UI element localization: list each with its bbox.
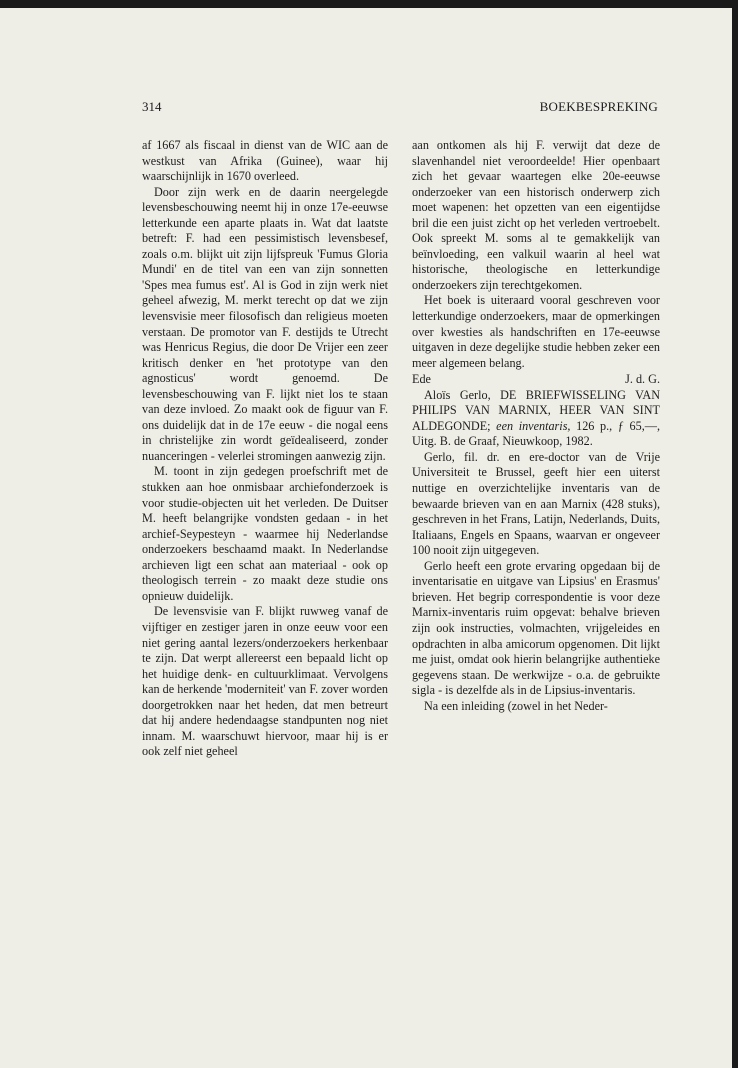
book-page — [0, 8, 732, 1068]
paragraph: af 1667 als fiscaal in dienst van de WIC aan de westkust van Afrika (Guinee), waar hij waarschijnlijk in 1670 overleed. — [142, 138, 388, 184]
bibliographic-entry — [412, 388, 660, 450]
entry-details: 126 p., ƒ 65,—, Uitg. B. de Graaf, Nieuwkoop, 1982. — [412, 418, 661, 449]
left-column — [142, 138, 388, 760]
paragraph: Gerlo, fil. dr. en ere-doctor van de Vrije Universiteit te Brussel, geeft hier een uiterst nuttige en overzichtelijke inventaris van de bewaarde brieven van en aan Marnix (428 stuks), geschreven in het Frans, Latijn, Nederlands, Duits, Italiaans, Engels en Spaans, waarvan er ongeveer 100 nooit zijn uitgegeven. — [412, 449, 660, 558]
reviewer-initials: J. d. G. — [625, 372, 660, 387]
paragraph: Na een inleiding (zowel in het Neder- — [424, 698, 608, 713]
paragraph: Door zijn werk en de daarin neergelegde levensbeschouwing neemt hij in onze 17e-eeuwse letterkunde een aparte plaats in. Wat dat laatste betreft: F. had een pessimistisch levensbesef, zoals o.m. blijkt uit zijn lijfspreuk 'Fumus Gloria Mundi' en de titel van een van zijn sonnetten 'Spes mea fumus est'. Al is God in zijn werk niet geheel afwezig, M. merkt terecht op dat we zijn levensvisie meer filosofisch dan religieus moeten verstaan. De promotor van F. destijds te Utrecht was Henricus Regius, die door De Vrijer een zeer kritisch denker en 'het prototype van den agnosticus' wordt genoemd. De levensbeschouwing van F. lijkt niet los te staan van deze invloed. Zo maakt ook de figuur van F. ons duidelijk dat in de 17e eeuw - die nogal eens in christelijke zin wordt geïdealiseerd, zonder nuanceringen - velerlei stromingen aanwezig zijn. — [142, 184, 388, 463]
review-signature-line — [412, 372, 660, 388]
paragraph: Het boek is uiteraard vooral geschreven voor letterkundige onderzoekers, maar de opmerkingen over kwesties als handschriften en 17e-eeuwse uitgaven in deze degelijke studie hebben zeker een meer algemeen belang. — [412, 293, 660, 370]
paragraph: aan ontkomen als hij F. verwijt dat deze de slavenhandel niet veroordeelde! Hier openbaart zich het gevaar waartegen elke 20e-eeuwse onderzoeker van een historisch onderwerp zich moet wapenen: het opzetten van een eigentijdse bril die een juist zicht op het verleden vertroebelt. Ook spreekt M. soms al te gemakkelijk van beïnvloeding, een valkuil waarin al heel wat historische, theologische en letterkundige onderzoekers zijn terechtgekomen. — [412, 138, 660, 292]
paragraph: De levensvisie van F. blijkt ruwweg vanaf de vijftiger en zestiger jaren in onze eeuw voor een niet gering aantal lezers/onderzoekers herkenbaar te zijn. Dat werpt allereerst een bepaald licht op het huidige denk- en cultuurklimaat. Vervolgens kan de herkende 'moderniteit' van F. zover worden doorgetrokken naar het heden, dat men betreurt dat hij andere hedendaagse standpunten nog niet innam. M. waarschuwt hiervoor, maar hij is er ook zelf niet geheel — [142, 604, 388, 759]
entry-title: Aloïs Gerlo, DE BRIEFWISSELING VAN PHILIPS VAN MARNIX, HEER VAN SINT ALDEGONDE; — [412, 387, 660, 433]
place-name: Ede — [412, 372, 431, 387]
paragraph: Gerlo heeft een grote ervaring opgedaan bij de inventarisatie en uitgave van Lipsius' en Erasmus' brieven. Het begrip correspondentie is voor deze Marnix-inventaris ruim opgevat: behalve brieven zijn ook instructies, volmachten, vrijgeleides en opdrachten in alba amicorum opgenomen. Dit lijkt me juist, omdat ook hierin belangrijke authentieke gegevens staan. De werkwijze - o.a. de gebruikte sigla - is dezelfde als in de Lipsius-inventaris. — [412, 558, 660, 698]
right-column — [412, 138, 660, 714]
entry-subtitle: een inventaris, — [496, 418, 571, 433]
paragraph: M. toont in zijn gedegen proefschrift met de stukken aan hoe onmisbaar archiefonderzoek is voor studie-objecten uit het verleden. De Duitser M. heeft belangrijke vondsten gedaan - in het archief-Seypesteyn - waarmee hij Nederlandse onderzoekers beschaamd maakt. In Nederlandse archieven ligt een schat aan materiaal - ook op theologisch terrein - zo maakt deze studie ons opnieuw duidelijk. — [142, 464, 388, 603]
running-head: BOEKBESPREKING — [539, 99, 658, 114]
page-number: 314 — [142, 99, 162, 114]
